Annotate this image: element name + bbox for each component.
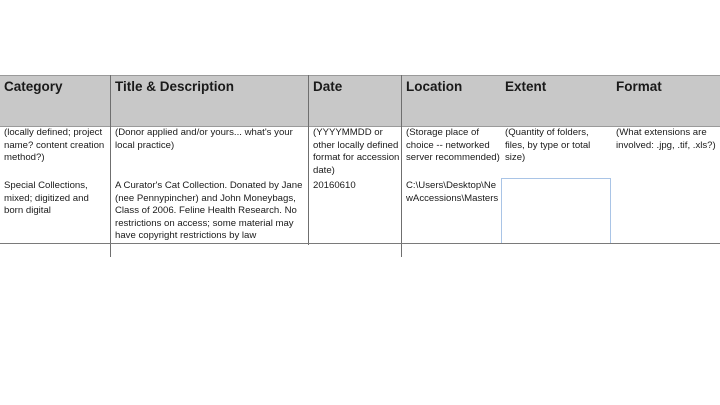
guidance-cell-title[interactable]: (Donor applied and/or yours... what's your local practice) <box>115 127 293 151</box>
guidance-cell-date[interactable]: (YYYYMMDD or other locally defined format for accession date) <box>313 127 400 176</box>
guidance-cell-format[interactable]: (What extensions are involved: .jpg, .tif, .xls?) <box>616 127 716 151</box>
guidance-cell-extent[interactable]: (Quantity of folders, files, by type or total size) <box>505 127 591 164</box>
header-format[interactable]: Format <box>616 79 662 94</box>
header-category[interactable]: Category <box>4 79 63 94</box>
header-date[interactable]: Date <box>313 79 343 94</box>
record-cell-category[interactable]: Special Collections, mixed; digitized and born digital <box>4 180 89 217</box>
record-cell-date[interactable]: 20160610 <box>313 180 356 191</box>
record-cell-location[interactable]: C:\Users\Desktop\Ne wAccessions\Masters <box>406 180 499 204</box>
column-divider <box>401 75 402 257</box>
guidance-cell-location[interactable]: (Storage place of choice -- networked server recommended) <box>406 127 500 164</box>
header-row <box>0 75 720 127</box>
header-location[interactable]: Location <box>406 79 463 94</box>
row-border <box>0 243 720 244</box>
selected-cell-outline[interactable] <box>501 178 611 244</box>
guidance-cell-category[interactable]: (locally defined; project name? content creation method?) <box>4 127 105 164</box>
header-extent[interactable]: Extent <box>505 79 547 94</box>
header-title-description[interactable]: Title & Description <box>115 79 235 94</box>
record-cell-title[interactable]: A Curator's Cat Collection. Donated by Jane (nee Pennypincher) and John Moneybags, Class of 2006. Feline Health Research. No restrictions on access; some material may have copyright restrictions by law <box>115 180 303 242</box>
